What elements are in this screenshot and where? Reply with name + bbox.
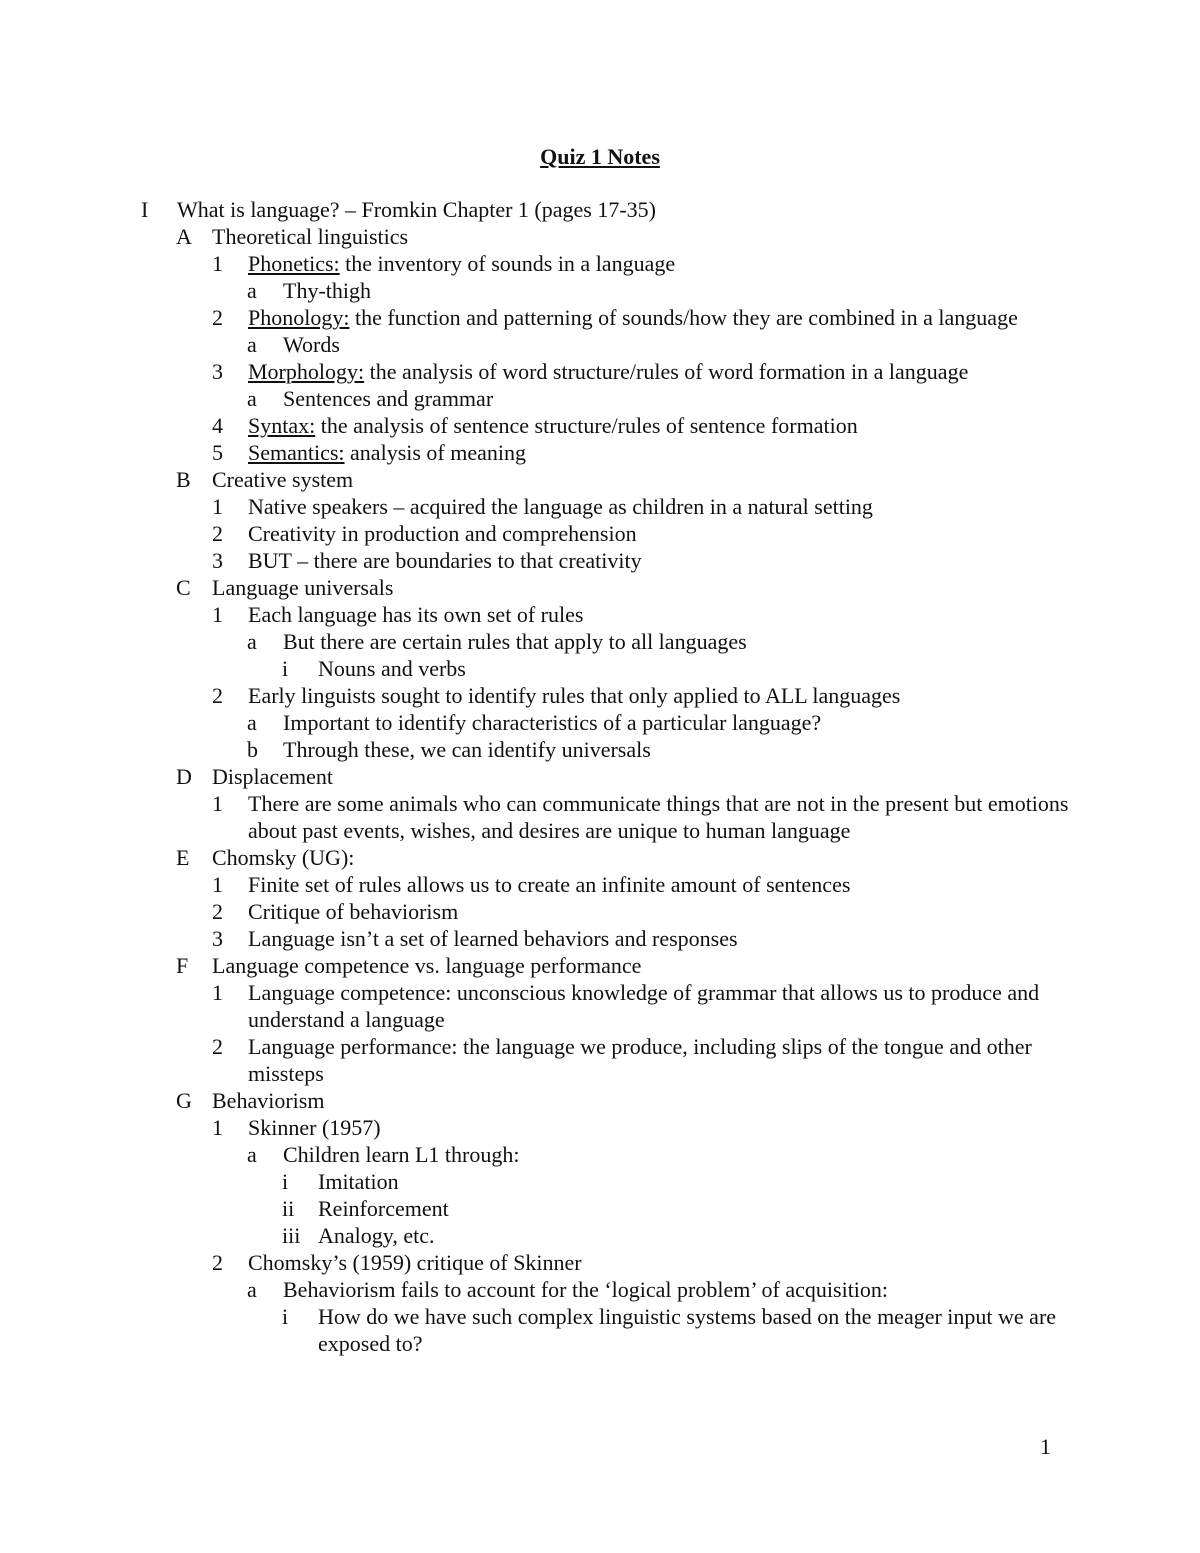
outline-text: Chomsky’s (1959) critique of Skinner [248, 1250, 582, 1275]
outline-text: Sentences and grammar [283, 386, 494, 411]
outline-item [141, 1168, 1071, 1195]
outline-item [141, 277, 1071, 304]
outline-marker: i [282, 656, 289, 681]
outline-text: Through these, we can identify universals [283, 737, 651, 762]
outline-text [248, 304, 1071, 331]
page-number: 1 [1040, 1434, 1051, 1459]
outline-marker: 3 [212, 926, 223, 951]
outline-item [141, 412, 1071, 439]
outline-text [248, 358, 1071, 385]
outline-text: Reinforcement [318, 1196, 449, 1221]
outline-item [141, 1195, 1071, 1222]
outline-item [141, 952, 1071, 979]
outline-text: Language universals [212, 575, 394, 600]
outline-text: Language competence: unconscious knowledge of grammar that allows us to produce and understand a language [248, 980, 1040, 1032]
outline-item [141, 979, 1071, 1033]
outline-item [141, 358, 1071, 385]
outline-text: Thy-thigh [283, 278, 371, 303]
outline-item [141, 655, 1071, 682]
outline-item [141, 898, 1071, 925]
outline-text: But there are certain rules that apply to all languages [283, 629, 747, 654]
outline-text: Language competence vs. language performance [212, 953, 642, 978]
outline-marker: B [176, 467, 191, 492]
outline-item [141, 493, 1071, 520]
outline-text: Displacement [212, 764, 333, 789]
outline-marker: i [282, 1304, 289, 1329]
outline-item [141, 925, 1071, 952]
outline-definition: the inventory of sounds in a language [339, 251, 676, 276]
outline-marker: a [247, 386, 257, 411]
outline-term: Morphology: [248, 359, 365, 384]
outline-item [141, 682, 1071, 709]
outline-item [141, 1249, 1071, 1276]
outline-marker: E [176, 845, 190, 870]
outline-marker: a [247, 1277, 257, 1302]
outline-item [141, 466, 1071, 493]
outline-item [141, 304, 1071, 331]
outline-item [141, 574, 1071, 601]
outline-item [141, 1033, 1071, 1087]
outline-marker: F [176, 953, 189, 978]
outline-text [248, 412, 1071, 439]
outline-marker: a [247, 629, 257, 654]
outline-item [141, 1276, 1071, 1303]
outline-marker: I [141, 197, 149, 222]
outline-item [141, 1114, 1071, 1141]
outline-item [141, 250, 1071, 277]
outline-marker: D [176, 764, 192, 789]
outline-item [141, 439, 1071, 466]
outline-item [141, 331, 1071, 358]
outline-text: Language performance: the language we produce, including slips of the tongue and other missteps [248, 1034, 1032, 1086]
outline-item [141, 385, 1071, 412]
outline-item [141, 547, 1071, 574]
outline-text: Words [283, 332, 340, 357]
outline-definition: the function and patterning of sounds/how they are combined in a language [349, 305, 1018, 330]
outline-marker: b [247, 737, 258, 762]
outline-marker: iii [282, 1223, 301, 1248]
outline-text: Critique of behaviorism [248, 899, 459, 924]
outline-text: Native speakers – acquired the language as children in a natural setting [248, 494, 873, 519]
outline-marker: 4 [212, 413, 223, 438]
outline-item [141, 871, 1071, 898]
page-title: Quiz 1 Notes [540, 144, 660, 169]
outline-text: Children learn L1 through: [283, 1142, 520, 1167]
outline-item [141, 520, 1071, 547]
outline-text: Theoretical linguistics [212, 224, 409, 249]
outline-text: Early linguists sought to identify rules that only applied to ALL languages [248, 683, 901, 708]
outline-marker: 1 [212, 791, 223, 816]
outline-marker: 5 [212, 440, 223, 465]
outline-definition: the analysis of sentence structure/rules of sentence formation [315, 413, 858, 438]
outline-marker: C [176, 575, 191, 600]
outline-text: Analogy, etc. [318, 1223, 435, 1248]
outline-marker: 1 [212, 602, 223, 627]
outline-item [141, 196, 1071, 223]
outline-marker: 2 [212, 305, 223, 330]
outline-item [141, 1303, 1071, 1357]
outline-term: Phonetics: [248, 251, 340, 276]
outline-definition: the analysis of word structure/rules of word formation in a language [364, 359, 969, 384]
outline-marker: G [176, 1088, 192, 1113]
outline-marker: ii [282, 1196, 295, 1221]
outline-text: BUT – there are boundaries to that creativity [248, 548, 642, 573]
outline-marker: 2 [212, 1250, 223, 1275]
outline-marker: i [282, 1169, 289, 1194]
outline-item [141, 1222, 1071, 1249]
outline-marker: a [247, 710, 257, 735]
outline-item [141, 601, 1071, 628]
outline-text: Imitation [318, 1169, 399, 1194]
outline-text: Each language has its own set of rules [248, 602, 584, 627]
outline-marker: 2 [212, 899, 223, 924]
outline-term: Syntax: [248, 413, 316, 438]
outline-marker: 1 [212, 494, 223, 519]
outline-term: Semantics: [248, 440, 345, 465]
outline-item [141, 763, 1071, 790]
outline-marker: a [247, 1142, 257, 1167]
outline-marker: 1 [212, 251, 223, 276]
outline-item [141, 223, 1071, 250]
outline-marker: 1 [212, 980, 223, 1005]
outline-marker: 1 [212, 872, 223, 897]
outline-marker: 1 [212, 1115, 223, 1140]
outline-definition: analysis of meaning [344, 440, 527, 465]
outline-text: Chomsky (UG): [212, 845, 355, 870]
outline-text: What is language? – Fromkin Chapter 1 (pages 17-35) [177, 197, 656, 222]
outline-text: Nouns and verbs [318, 656, 466, 681]
outline-item [141, 844, 1071, 871]
outline-marker: 2 [212, 683, 223, 708]
outline-item [141, 1087, 1071, 1114]
outline-item [141, 628, 1071, 655]
outline-marker: 2 [212, 521, 223, 546]
notes-outline [141, 196, 1071, 1357]
outline-text: Language isn’t a set of learned behaviors and responses [248, 926, 738, 951]
outline-text: How do we have such complex linguistic systems based on the meager input we are exposed to? [318, 1304, 1057, 1356]
outline-marker: 2 [212, 1034, 223, 1059]
outline-item [141, 736, 1071, 763]
outline-text: Important to identify characteristics of a particular language? [283, 710, 822, 735]
outline-marker: a [247, 278, 257, 303]
outline-text: There are some animals who can communicate things that are not in the present but emotions about past events, wishes, and desires are unique to human language [248, 791, 1069, 843]
outline-text: Finite set of rules allows us to create an infinite amount of sentences [248, 872, 851, 897]
outline-marker: a [247, 332, 257, 357]
outline-text: Creative system [212, 467, 354, 492]
outline-text: Creativity in production and comprehension [248, 521, 637, 546]
outline-text: Behaviorism fails to account for the ‘logical problem’ of acquisition: [283, 1277, 889, 1302]
outline-text [248, 250, 1071, 277]
outline-term: Phonology: [248, 305, 350, 330]
outline-text: Behaviorism [212, 1088, 325, 1113]
outline-marker: 3 [212, 359, 223, 384]
outline-item [141, 790, 1071, 844]
outline-marker: 3 [212, 548, 223, 573]
outline-marker: A [176, 224, 192, 249]
outline-text [248, 439, 1071, 466]
outline-text: Skinner (1957) [248, 1115, 381, 1140]
outline-item [141, 709, 1071, 736]
outline-item [141, 1141, 1071, 1168]
